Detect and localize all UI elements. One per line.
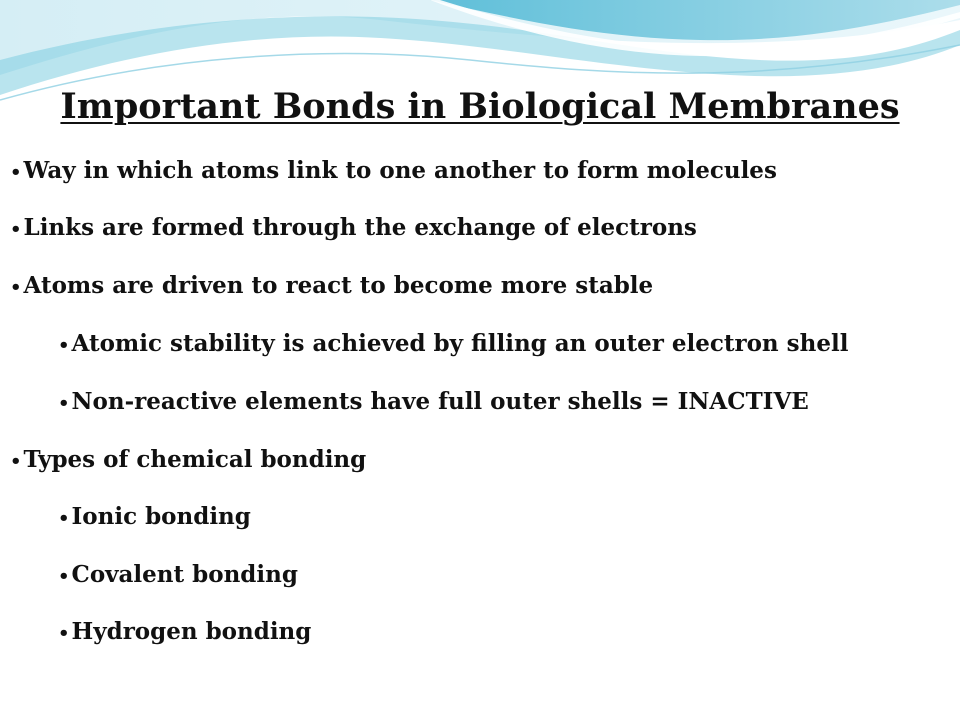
bullet-text: Covalent bonding	[71, 561, 298, 588]
sub-bullet-item	[58, 503, 251, 530]
bullet-icon: •	[10, 451, 22, 472]
sub-bullet-item	[58, 388, 809, 415]
bullet-icon: •	[58, 508, 70, 529]
bullet-text: Non-reactive elements have full outer shells = INACTIVE	[71, 388, 809, 415]
bullet-item	[10, 272, 653, 299]
bullet-text: Types of chemical bonding	[23, 446, 367, 473]
bullet-icon: •	[58, 566, 70, 587]
bullet-text: Links are formed through the exchange of electrons	[23, 214, 697, 241]
sub-bullet-item	[58, 618, 311, 645]
bullet-icon: •	[58, 623, 70, 644]
bullet-icon: •	[10, 162, 22, 183]
bullet-icon: •	[58, 393, 70, 414]
sub-bullet-item	[58, 561, 298, 588]
bullet-text: Atomic stability is achieved by filling an outer electron shell	[71, 330, 849, 357]
slide-title: Important Bonds in Biological Membranes	[60, 86, 900, 127]
bullet-text: Atoms are driven to react to become more stable	[23, 272, 654, 299]
bullet-item	[10, 157, 777, 184]
bullet-item	[10, 214, 697, 241]
bullet-text: Way in which atoms link to one another to form molecules	[23, 157, 777, 184]
bullet-icon: •	[58, 335, 70, 356]
bullet-text: Hydrogen bonding	[71, 618, 312, 645]
bullet-icon: •	[10, 219, 22, 240]
bullet-item	[10, 446, 366, 473]
bullet-text: Ionic bonding	[71, 503, 251, 530]
bullet-icon: •	[10, 277, 22, 298]
sub-bullet-item	[58, 330, 848, 357]
